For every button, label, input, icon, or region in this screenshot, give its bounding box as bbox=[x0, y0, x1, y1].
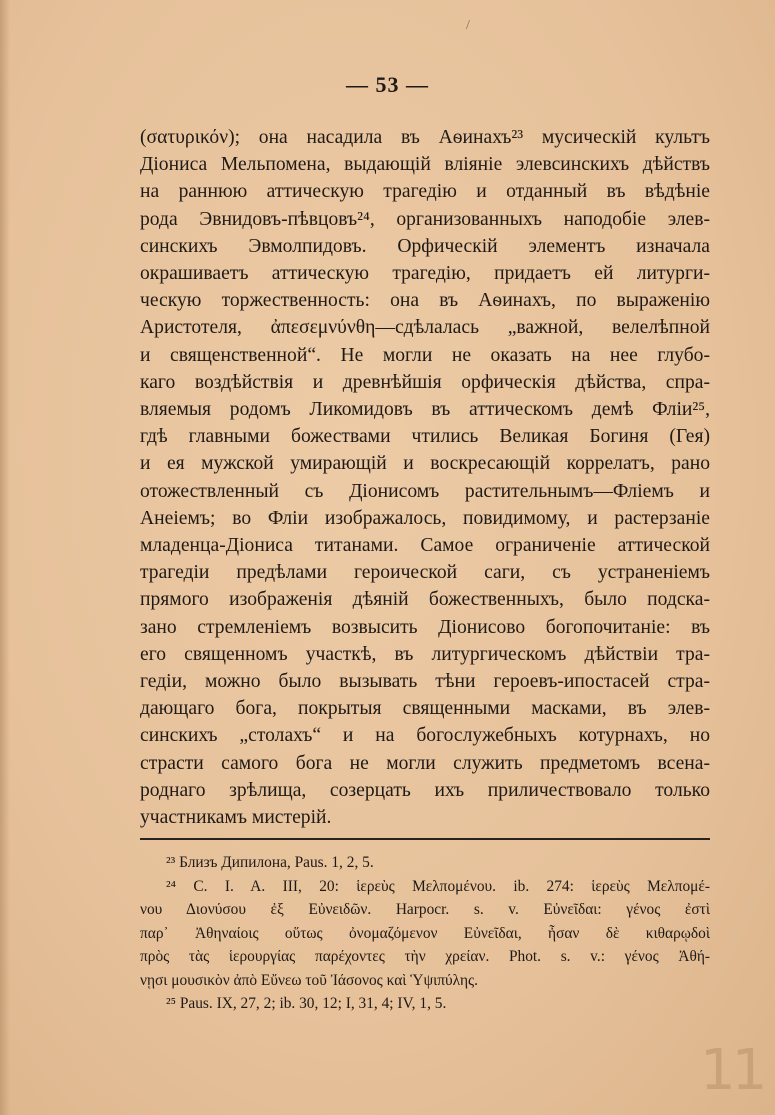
body-line: зано стремленіемъ возвысить Діонисово богопочитаніе: въ bbox=[140, 616, 710, 638]
body-line: рода Эвнидовъ-пѣвцовъ²⁴, организованныхъ наподобіе элев- bbox=[140, 208, 710, 230]
body-line: Діониса Мельпомена, выдающій вліяніе элевсинскихъ дѣйствъ bbox=[140, 154, 710, 176]
body-line: синскихъ „столахъ“ и на богослужебныхъ котурнахъ, но bbox=[140, 725, 710, 747]
body-line: участникамъ мистерій. bbox=[140, 807, 332, 829]
footnotes bbox=[140, 851, 710, 1016]
page-edge-stain bbox=[0, 0, 10, 1115]
body-line: роднаго зрѣлища, созерцать ихъ приличествовало только bbox=[140, 779, 710, 801]
body-line: дающаго бога, покрытыя священными масками, въ элев- bbox=[140, 698, 710, 720]
footnote-line: νῃσι μουσικὸν ἀπὸ Εὔνεω τοῦ Ἰάσονος καὶ Ὑψιπύλης. bbox=[140, 971, 478, 989]
pencil-tick-mark: / bbox=[466, 18, 470, 33]
body-line: и священственной“. Не могли не оказать на нее глубо- bbox=[140, 344, 710, 366]
body-line: гедіи, можно было вызывать тѣни героевъ-ипостасей стра- bbox=[140, 671, 710, 693]
body-line: на раннюю аттическую трагедію и отданный въ вѣдѣніе bbox=[140, 181, 710, 203]
body-line: гдѣ главными божествами чтились Великая Богиня (Гея) bbox=[140, 426, 710, 448]
pencil-page-mark: 11 bbox=[700, 1038, 764, 1103]
body-line: трагедіи предѣлами героической саги, съ устраненіемъ bbox=[140, 562, 710, 584]
footnote-line: παρ᾽ Ἀθηναίοις οὕτως ὀνομαζόμενον Εὐνεῖδαι, ἦσαν δὲ κιθαρῳδοὶ bbox=[140, 924, 710, 942]
footnote-line: νου Διονύσου ἐξ Εὐνειδῶν. Harpocr. s. v. Εὐνεῖδαι: γένος ἐστὶ bbox=[140, 901, 710, 918]
body-line: каго воздѣйствія и древнѣйшія орфическія дѣйства, спра- bbox=[140, 371, 710, 393]
body-line: Анеіемъ; во Фліи изображалось, повидимому, и растерзаніе bbox=[140, 507, 710, 529]
footnote-line: ²⁴ C. I. A. III, 20: ἱερεὺς Μελπομένου. ib. 274: ἱερεὺς Μελπομέ- bbox=[166, 877, 710, 895]
body-line: окрашиваетъ аттическую трагедію, придаетъ ей литурги- bbox=[140, 263, 710, 285]
footnote-line: πρὸς τὰς ἱερουργίας παρέχοντες τὴν χρείαν. Phot. s. v.: γένος Ἀθή- bbox=[140, 948, 710, 965]
body-line: ческую торжественность: она въ Аѳинахъ, по выраженію bbox=[140, 290, 710, 312]
body-line: прямого изображенія дѣяній божественныхъ, было подска- bbox=[140, 589, 710, 611]
footnote-line: ²⁵ Paus. IX, 27, 2; ib. 30, 12; I, 31, 4; IV, 1, 5. bbox=[166, 995, 447, 1012]
body-line: отожествленный съ Діонисомъ растительнымъ—Фліемъ и bbox=[140, 480, 710, 502]
body-line: младенца-Діониса титанами. Самое ограниченіе аттической bbox=[140, 535, 710, 557]
page-number: — 53 — bbox=[346, 72, 429, 97]
body-line: Аристотеля, ἀπεσεμνύνθη—сдѣлалась „важной, велелѣпной bbox=[140, 317, 710, 339]
body-line: синскихъ Эвмолпидовъ. Орфическій элементъ изначала bbox=[140, 235, 710, 257]
footnote-rule bbox=[140, 838, 710, 840]
body-line: (σατυρικόν); она насадила въ Аѳинахъ²³ мусическій культъ bbox=[140, 127, 710, 148]
body-line: вляемыя родомъ Ликомидовъ въ аттическомъ демѣ Фліи²⁵, bbox=[140, 399, 710, 421]
body-line: страсти самого бога не могли служить предметомъ всена- bbox=[140, 752, 710, 774]
body-text bbox=[140, 124, 710, 831]
footnote-line: ²³ Близъ Дипилона, Paus. 1, 2, 5. bbox=[166, 854, 374, 871]
body-line: его священномъ участкѣ, въ литургическомъ дѣйствіи тра- bbox=[140, 643, 710, 665]
body-line: и ея мужской умирающій и воскресающій коррелатъ, рано bbox=[140, 453, 710, 475]
